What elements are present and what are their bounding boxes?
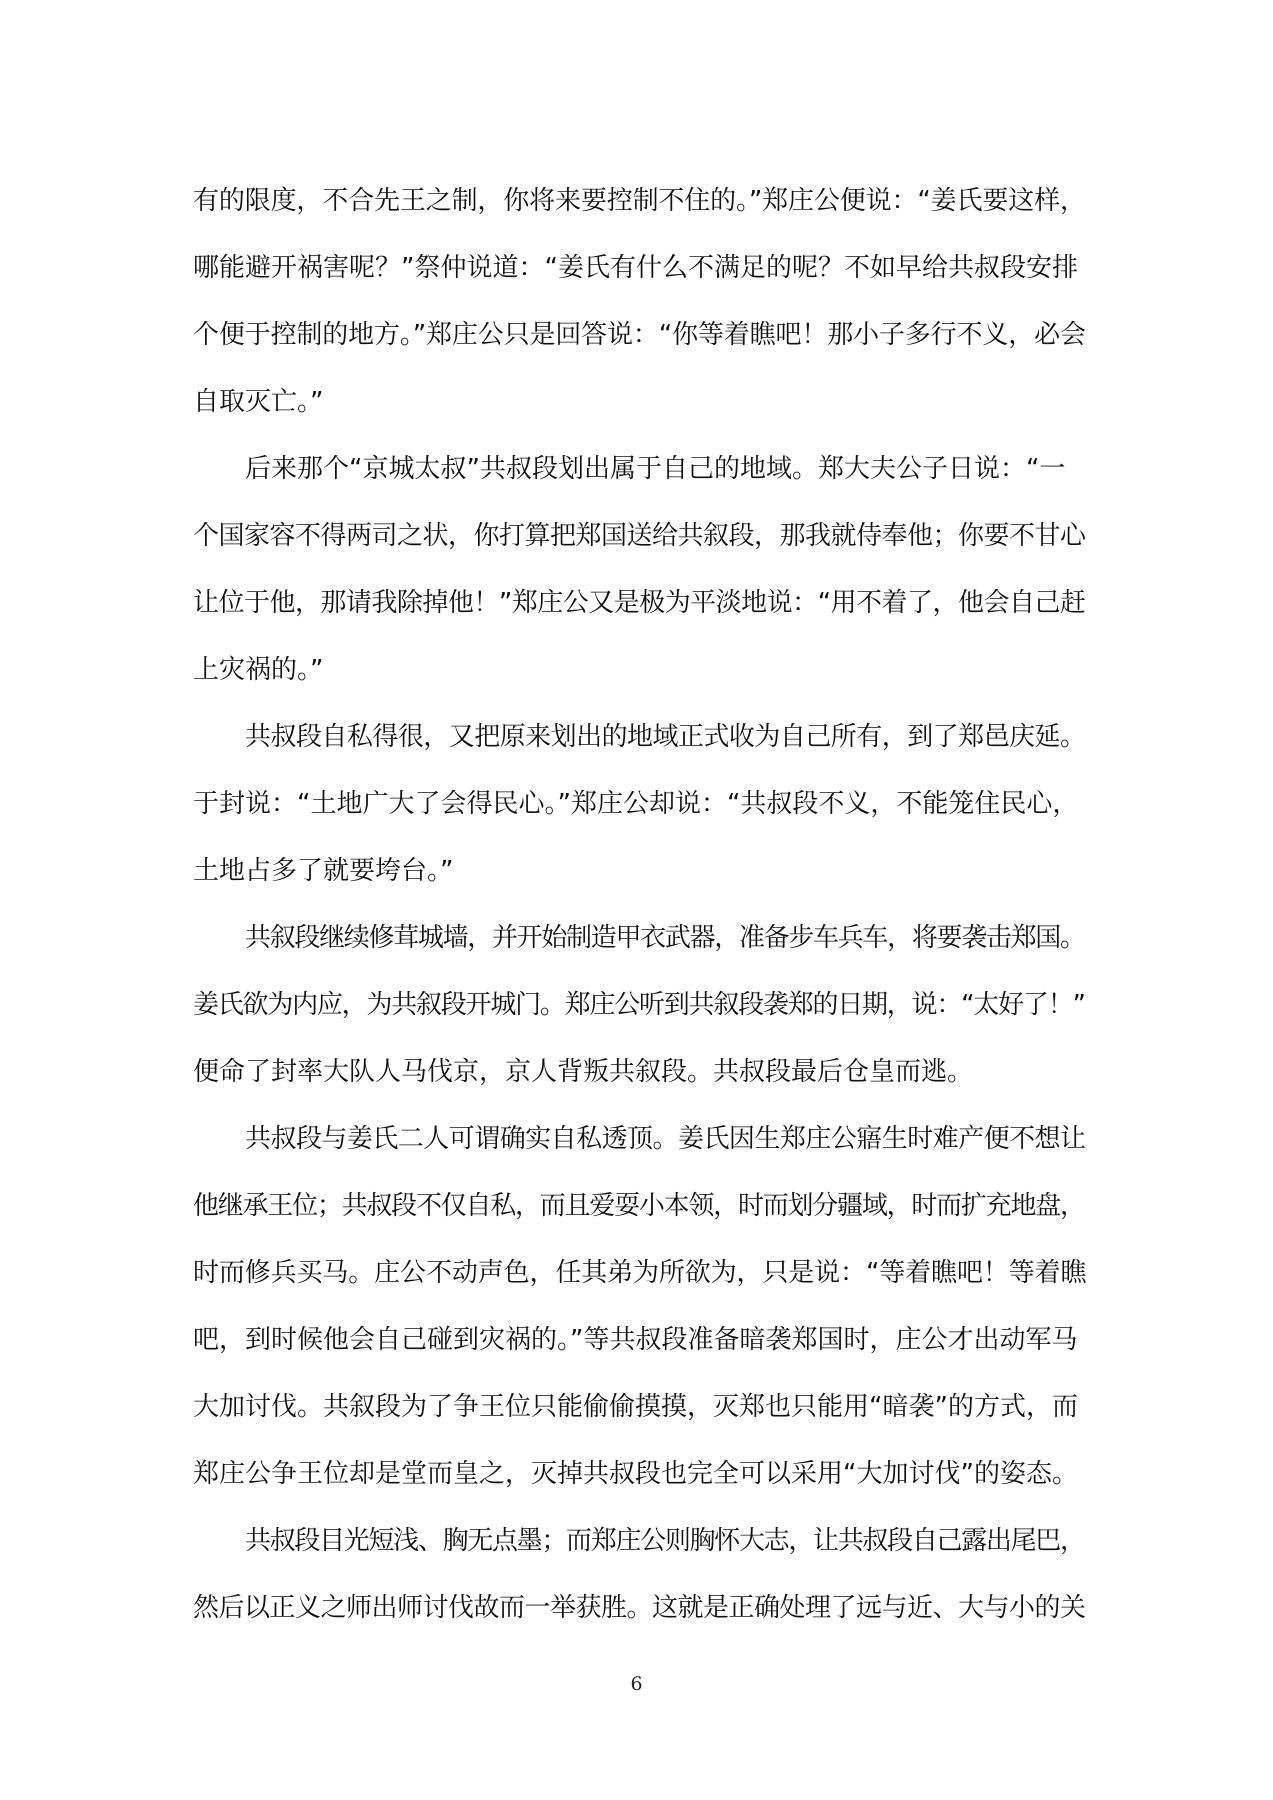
text-line: 共叔段与姜氏二人可谓确实自私透顶。姜氏因生郑庄公寤生时难产便不想让 bbox=[245, 1124, 1086, 1154]
text-line: 个国家容不得两司之状，你打算把郑国送给共叙段，那我就侍奉他；你要不甘心 bbox=[193, 521, 1086, 551]
page-number: 6 bbox=[630, 1673, 643, 1695]
text-line: 姜氏欲为内应，为共叙段开城门。郑庄公听到共叙段袭郑的日期，说：“太好了！” bbox=[193, 990, 1085, 1020]
text-line: 哪能避开祸害呢？”祭仲说道：“姜氏有什么不满足的呢？不如早给共叔段安排 bbox=[193, 253, 1078, 283]
text-line: 于封说：“土地广大了会得民心。”郑庄公却说：“共叔段不义，不能笼住民心， bbox=[193, 789, 1079, 819]
text-line: 便命了封率大队人马伐京，京人背叛共叙段。共叔段最后仓皇而逃。 bbox=[193, 1057, 974, 1087]
text-line: 让位于他，那请我除掉他！”郑庄公又是极为平淡地说：“用不着了，他会自己赶 bbox=[193, 588, 1086, 618]
text-line: 上灾祸的。” bbox=[193, 655, 324, 685]
text-line: 自取灭亡。” bbox=[193, 387, 324, 417]
text-line: 后来那个“京城太叔”共叔段划出属于自己的地域。郑大夫公子日说：“一 bbox=[245, 454, 1066, 484]
text-line: 个便于控制的地方。”郑庄公只是回答说：“你等着瞧吧！那小子多行不义，必会 bbox=[193, 320, 1086, 350]
text-line: 郑庄公争王位却是堂而皇之，灭掉共叔段也完全可以采用“大加讨伐”的姿态。 bbox=[193, 1459, 1078, 1489]
text-line: 共叙段继续修茸城墙，并开始制造甲衣武器，准备步车兵车，将要袭击郑国。 bbox=[245, 923, 1085, 953]
text-line: 时而修兵买马。庄公不动声色，任其弟为所欲为，只是说：“等着瞧吧！等着瞧 bbox=[193, 1258, 1087, 1288]
text-line: 有的限度，不合先王之制，你将来要控制不住的。”郑庄公便说：“姜氏要这样， bbox=[193, 186, 1086, 216]
body-text bbox=[193, 168, 1086, 1642]
text-line: 吧，到时候他会自己碰到灾祸的。”等共叔段准备暗袭郑国时，庄公才出动军马 bbox=[193, 1325, 1078, 1355]
text-line: 他继承王位；共叔段不仅自私，而且爱耍小本领，时而划分疆域，时而扩充地盘， bbox=[193, 1191, 1085, 1221]
text-line: 共叔段目光短浅、胸无点墨；而郑庄公则胸怀大志，让共叔段自己露出尾巴， bbox=[245, 1526, 1085, 1556]
text-line: 大加讨伐。共叙段为了争王位只能偷偷摸摸，灭郑也只能用“暗袭”的方式，而 bbox=[193, 1392, 1078, 1422]
text-line: 共叔段自私得很，又把原来划出的地域正式收为自己所有，到了郑邑庆延。 bbox=[245, 722, 1086, 752]
text-line: 然后以正义之师出师讨伐故而一举获胜。这就是正确处理了远与近、大与小的关 bbox=[193, 1593, 1086, 1623]
text-line: 土地占多了就要垮台。” bbox=[193, 856, 454, 886]
